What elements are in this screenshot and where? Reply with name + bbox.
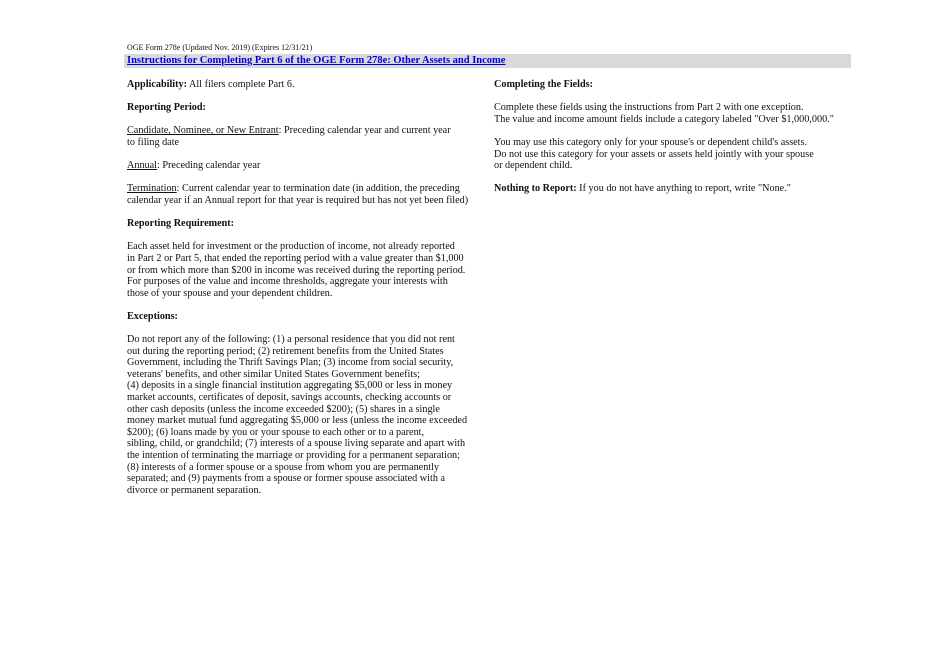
applicability-text: All filers complete Part 6. (187, 79, 295, 90)
requirement-heading-text: Reporting Requirement: (127, 218, 235, 230)
candidate-label: Candidate, Nominee, or New Entrant (127, 125, 279, 137)
termination-paragraph (127, 183, 479, 206)
exceptions-heading (127, 311, 479, 323)
reporting-period-heading (127, 102, 479, 114)
nothing-to-report-label: Nothing to Report: (494, 183, 577, 195)
completing-heading (494, 79, 844, 91)
annual-paragraph (127, 160, 479, 172)
termination-text: : Current calendar year to termination date (in addition, the preceding calendar year if an Annual report for that year is required but has not yet been filed) (127, 183, 469, 206)
completing-paragraph: Complete these fields using the instructions from Part 2 with one exception. The value and income amount fields include a category labeled "Over $1,000,000." (494, 102, 834, 125)
annual-label: Annual (127, 160, 157, 172)
nothing-to-report-paragraph (494, 183, 844, 195)
requirement-paragraph: Each asset held for investment or the production of income, not already reported in Part 2 or Part 5, that ended the reporting period with a value greater than $1,000 or from which more than $200 in income was received during the reporting period. For purposes of the value and income thresholds, aggregate your interests with those of your spouse and your dependent children. (127, 241, 466, 299)
spouse-category-paragraph: You may use this category only for your spouse's or dependent child's assets. Do not use this category for your assets or assets held jointly with your spouse or dependent child. (494, 136, 814, 172)
title-bar (124, 54, 851, 68)
nothing-to-report-text: If you do not have anything to report, write "None." (576, 183, 791, 195)
applicability-label: Applicability: (127, 79, 188, 90)
termination-label: Termination (127, 183, 177, 195)
left-column (127, 79, 479, 508)
exceptions-heading-text: Exceptions: (127, 310, 178, 322)
form-identifier: OGE Form 278e (Updated Nov. 2019) (Expires 12/31/21) (127, 43, 313, 52)
exceptions-paragraph: Do not report any of the following: (1) a personal residence that you did not rent out during the reporting period; (2) retirement benefits from the United States Government, including the Thrift Savings Plan; (3) income from social security, veterans' benefits, and other similar United States Government benefits; (4) deposits in a single financial institution aggregating $5,000 or less in money market accounts, certificates of deposit, savings accounts, checking accounts or other cash deposits (unless the income exceeded $200); (5) shares in a single money market mutual fund aggregating $5,000 or less (unless the income exceeded $200); (6) loans made by you or your spouse to each other or to a parent, sibling, child, or grandchild; (7) interests of a spouse living separate and apart with the intention of terminating the marriage or providing for a permanent separation; (8) interests of a former spouse or a spouse from whom you are permanently separated; and (9) payments from a spouse or former spouse associated with a divorce or permanent separation. (127, 334, 468, 496)
completing-heading-text: Completing the Fields: (494, 79, 594, 90)
applicability-paragraph (127, 79, 479, 91)
annual-text: : Preceding calendar year (157, 160, 261, 172)
instructions-title-link[interactable]: Instructions for Completing Part 6 of the OGE Form 278e: Other Assets and Income (127, 55, 506, 66)
candidate-paragraph (127, 125, 479, 148)
right-column (494, 79, 844, 207)
reporting-period-heading-text: Reporting Period: (127, 102, 206, 114)
requirement-heading (127, 218, 479, 230)
candidate-text: : Preceding calendar year and current year to filing date (127, 125, 451, 148)
